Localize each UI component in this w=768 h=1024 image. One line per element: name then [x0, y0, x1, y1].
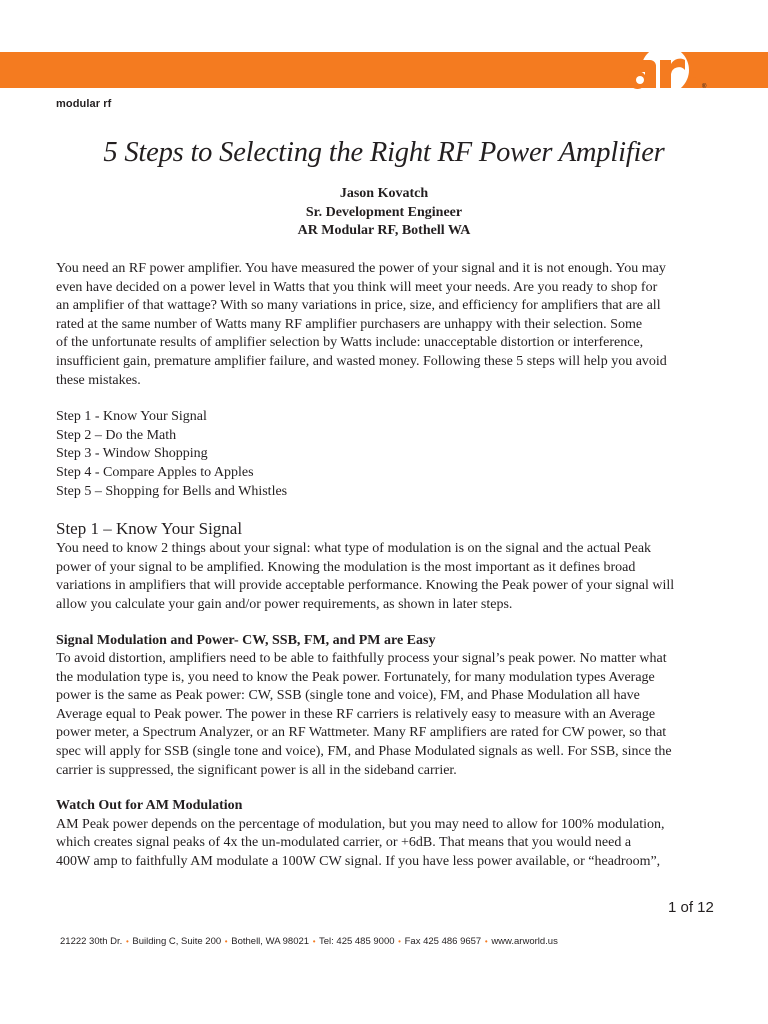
body-line: You need to know 2 things about your signal: what type of modulation is on the signal and the actual Peak	[56, 541, 652, 557]
footer-building: Building C, Suite 200	[132, 936, 222, 947]
step-item: Step 4 - Compare Apples to Apples	[56, 464, 254, 480]
body-line: power meter, a Spectrum Analyzer, or an RF Wattmeter. Many RF amplifiers are rated for CW power, so that	[56, 725, 667, 741]
footer-tel: Tel: 425 485 9000	[318, 936, 395, 947]
body-line: power of your signal to be amplified. Knowing the modulation is the most important as it defines broad	[56, 559, 636, 575]
ar-logo	[620, 48, 710, 92]
section1-paragraph	[56, 540, 716, 614]
subsection-heading-am: Watch Out for AM Modulation	[56, 798, 243, 814]
separator-bullet: •	[224, 937, 228, 946]
intro-line: insufficient gain, premature amplifier failure, and wasted money. Following these 5 steps will help you avoid	[56, 353, 667, 369]
separator-bullet: •	[484, 937, 488, 946]
step-item: Step 1 - Know Your Signal	[56, 409, 207, 425]
intro-line: You need an RF power amplifier. You have measured the power of your signal and it is not enough. You may	[56, 261, 666, 276]
footer-address	[60, 936, 740, 947]
body-line: AM Peak power depends on the percentage of modulation, but you may need to allow for 100% modulation,	[56, 816, 665, 832]
subsection2-paragraph	[56, 816, 716, 872]
step-item: Step 3 - Window Shopping	[56, 446, 208, 462]
steps-list	[56, 408, 716, 501]
subsection-heading-modulation: Signal Modulation and Power- CW, SSB, FM, and PM are Easy	[56, 632, 436, 648]
footer-street: 21222 30th Dr.	[60, 936, 123, 947]
footer-city: Bothell, WA 98021	[231, 936, 310, 947]
body-line: variations in amplifiers that will provide acceptable performance. Knowing the Peak power of your signal will	[56, 578, 675, 594]
author-name: Jason Kovatch	[339, 186, 429, 201]
intro-paragraph	[56, 260, 716, 390]
body-line: power is the same as Peak power: CW, SSB (single tone and voice), FM, and Phase Modulation all have	[56, 688, 640, 704]
separator-bullet: •	[125, 937, 129, 946]
author-affiliation: AR Modular RF, Bothell WA	[297, 223, 471, 238]
body-line: To avoid distortion, amplifiers need to be able to faithfully process your signal’s peak power. No matter what	[56, 651, 667, 667]
body-line: 400W amp to faithfully AM modulate a 100W CW signal. If you have less power available, or “headroom”,	[56, 854, 661, 870]
page-number: 1 of 12	[668, 899, 714, 916]
section-heading-step1: Step 1 – Know Your Signal	[56, 519, 243, 539]
registered-mark: ®	[702, 84, 707, 90]
intro-line: even have decided on a power level in Watts that you think will meet your needs. Are you ready to shop for	[56, 279, 658, 295]
document-title: 5 Steps to Selecting the Right RF Power Amplifier	[103, 137, 665, 168]
body-line: spec will apply for SSB (single tone and voice), FM, and Phase Modulated signals as well. For SSB, since the	[56, 744, 672, 760]
intro-line: these mistakes.	[56, 372, 141, 388]
subsection1-paragraph	[56, 650, 716, 780]
brand-name: modular rf	[56, 98, 112, 110]
body-line: which creates signal peaks of 4x the un-modulated carrier, or +6dB. That means that you would need a	[56, 835, 632, 851]
separator-bullet: •	[312, 937, 316, 946]
intro-line: of the unfortunate results of amplifier selection by Watts include: unacceptable distortion or interference,	[56, 335, 644, 351]
separator-bullet: •	[398, 937, 401, 946]
intro-line: rated at the same number of Watts many RF amplifier purchasers are unhappy with their selection. Some	[56, 316, 643, 332]
footer-fax: Fax 425 486 9657	[404, 936, 482, 947]
intro-line: an amplifier of that wattage? With so many variations in price, size, and efficiency for amplifiers that are all	[56, 298, 661, 314]
document-body	[56, 260, 716, 872]
footer-web-link[interactable]: www.arworld.us	[491, 936, 558, 947]
author-block	[0, 185, 768, 241]
body-line: allow you calculate your gain and/or power requirements, as shown in later steps.	[56, 596, 513, 612]
step-item: Step 5 – Shopping for Bells and Whistles	[56, 483, 288, 499]
author-role: Sr. Development Engineer	[305, 204, 463, 220]
body-line: the modulation type is, you need to know the Peak power. Fortunately, for many modulation types Average	[56, 669, 655, 685]
body-line: carrier is suppressed, the significant power is all in the sideband carrier.	[56, 762, 457, 778]
body-line: Average equal to Peak power. The power in these RF carriers is relatively easy to measure with an Average	[56, 706, 656, 722]
step-item: Step 2 – Do the Math	[56, 427, 177, 443]
